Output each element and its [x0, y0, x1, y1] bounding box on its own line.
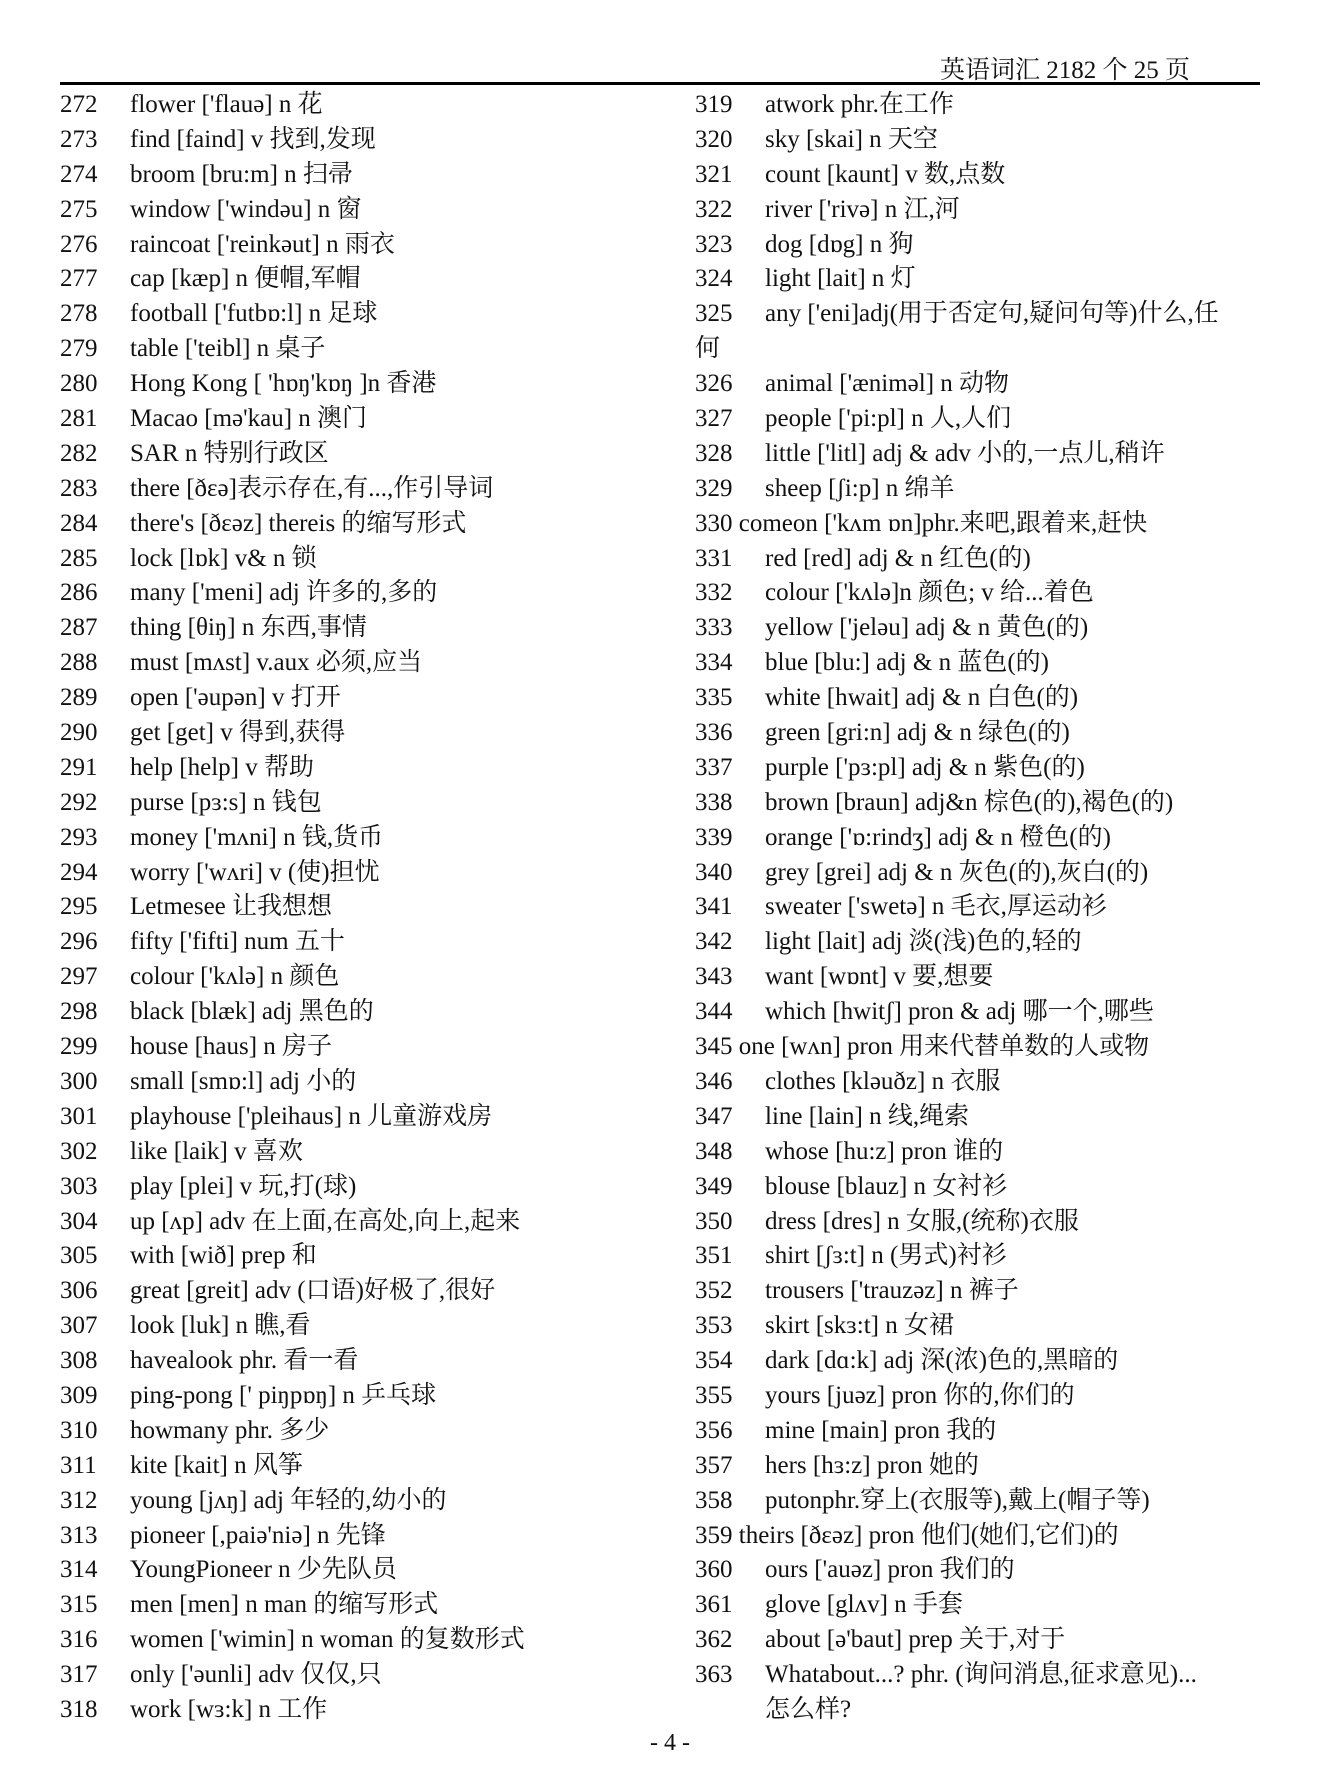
vocab-entry	[60, 1100, 660, 1135]
vocab-entry-text: colour ['kʌlə] n 颜色	[130, 963, 340, 991]
vocab-entry-text: grey [grei] adj & n 灰色(的),灰白(的)	[765, 858, 1149, 886]
vocab-entry-text: mine [main] pron 我的	[765, 1416, 997, 1444]
vocab-entry-text: YoungPioneer n 少先队员	[130, 1556, 397, 1584]
vocab-number: 285	[60, 544, 98, 572]
vocab-number: 328	[695, 439, 733, 467]
vocab-entry-text: purse [pɜ:s] n 钱包	[130, 788, 322, 816]
vocab-entry-continuation	[695, 1693, 1275, 1728]
vocab-entry	[695, 507, 1275, 542]
vocab-number: 283	[60, 474, 98, 502]
vocab-number: 356	[695, 1416, 733, 1444]
vocab-entry-text: light [lait] n 灯	[765, 265, 916, 293]
vocab-entry-text: want [wɒnt] v 要,想要	[765, 963, 994, 991]
vocab-number: 309	[60, 1381, 98, 1409]
vocab-entry-text: white [hwait] adj & n 白色(的)	[765, 684, 1079, 712]
vocab-number: 322	[695, 195, 733, 223]
vocab-entry-text: whose [hu:z] pron 谁的	[765, 1137, 1004, 1165]
vocab-entry-text: flower ['flauə] n 花	[130, 91, 323, 118]
vocab-number: 274	[60, 160, 98, 188]
vocab-number: 327	[695, 405, 733, 433]
vocab-entry	[695, 88, 1275, 123]
vocab-entry-text: look [luk] n 瞧,看	[130, 1312, 311, 1340]
vocab-entry-text: there's [ðεəz] thereis 的缩写形式	[130, 509, 467, 537]
vocab-entry-text: sky [skai] n 天空	[765, 125, 938, 153]
vocab-number: 362	[695, 1626, 733, 1654]
vocab-entry	[695, 123, 1275, 158]
vocab-number: 315	[60, 1591, 98, 1619]
vocab-entry	[60, 158, 660, 193]
vocab-number: 341	[695, 893, 733, 921]
vocab-number: 303	[60, 1172, 98, 1200]
vocab-number: 358	[695, 1486, 733, 1514]
vocab-entry-text: cap [kæp] n 便帽,军帽	[130, 265, 361, 293]
vocab-entry	[695, 297, 1275, 332]
vocab-entry-text: line [lain] n 线,绳索	[765, 1102, 970, 1130]
vocab-number: 302	[60, 1137, 98, 1165]
vocab-entry-text: black [blæk] adj 黑色的	[130, 998, 374, 1026]
vocab-entry	[695, 262, 1275, 297]
vocab-entry	[695, 1239, 1275, 1274]
vocab-number: 301	[60, 1102, 98, 1130]
left-column	[60, 88, 660, 1728]
vocab-entry	[60, 1065, 660, 1100]
vocab-number: 326	[695, 370, 733, 398]
vocab-entry-text: football ['futbɒ:l] n 足球	[130, 300, 378, 328]
vocab-number: 278	[60, 300, 98, 328]
vocab-entry-text: count [kaunt] v 数,点数	[765, 160, 1006, 188]
vocab-entry	[60, 786, 660, 821]
vocab-entry	[60, 890, 660, 925]
vocab-entry	[60, 1205, 660, 1240]
vocab-entry-text: atwork phr.在工作	[765, 91, 954, 118]
vocab-number: 325	[695, 300, 733, 328]
vocab-number: 357	[695, 1451, 733, 1479]
page-header: 英语词汇 2182 个 25 页	[939, 57, 1190, 84]
vocab-entry-continuation: 何	[695, 335, 721, 363]
vocab-entry-text: Hong Kong [ 'hɒŋ'kɒŋ ]n 香港	[130, 370, 437, 398]
vocab-entry	[60, 1135, 660, 1170]
vocab-entry	[695, 1379, 1275, 1414]
vocab-number: 324	[695, 265, 733, 293]
vocab-entry-text: open ['əupən] v 打开	[130, 684, 341, 712]
vocab-entry-text: there [ðεə]表示存在,有...,作引导词	[130, 474, 494, 502]
vocab-entry	[695, 402, 1275, 437]
vocab-number: 295	[60, 893, 98, 921]
vocab-entry-text: yellow ['jeləu] adj & n 黄色(的)	[765, 614, 1089, 642]
vocab-entry-text: glove [glʌv] n 手套	[765, 1591, 963, 1619]
vocab-entry-text: about [ə'baut] prep 关于,对于	[765, 1626, 1066, 1654]
vocab-number: 331	[695, 544, 733, 572]
vocab-entry-text: find [faind] v 找到,发现	[130, 125, 376, 153]
vocab-number: 314	[60, 1556, 98, 1584]
vocab-entry	[60, 1519, 660, 1554]
vocab-entry-text: light [lait] adj 淡(浅)色的,轻的	[765, 928, 1082, 956]
vocab-number: 305	[60, 1242, 98, 1270]
vocab-entry-text: ping-pong [' piŋpɒŋ] n 乒乓球	[130, 1381, 437, 1409]
vocab-entry-text: animal ['æniməl] n 动物	[765, 370, 1010, 398]
vocab-entry	[60, 332, 660, 367]
vocab-number: 343	[695, 963, 733, 991]
vocab-entry-text: Whatabout...? phr. (询问消息,征求意见)...	[765, 1661, 1197, 1689]
vocab-number: 338	[695, 788, 733, 816]
vocab-entry	[695, 925, 1275, 960]
vocab-entry	[695, 856, 1275, 891]
vocab-number: 306	[60, 1277, 98, 1305]
vocab-entry	[60, 716, 660, 751]
vocab-number: 316	[60, 1626, 98, 1654]
vocab-entry	[695, 542, 1275, 577]
vocab-entry-text: playhouse ['pleihaus] n 儿童游戏房	[130, 1102, 493, 1130]
vocab-number: 349	[695, 1172, 733, 1200]
vocab-entry-text: sweater ['swetə] n 毛衣,厚运动衫	[765, 893, 1107, 921]
vocab-entry-text: small [smɒ:l] adj 小的	[130, 1067, 357, 1095]
vocab-entry	[695, 786, 1275, 821]
vocab-entry	[60, 472, 660, 507]
vocab-number: 313	[60, 1521, 98, 1549]
vocab-number: 286	[60, 579, 98, 607]
vocab-entry-text: orange ['ɒ:rindʒ] adj & n 橙色(的)	[765, 823, 1111, 851]
vocab-entry-text: work [wɜ:k] n 工作	[130, 1695, 328, 1723]
vocab-entry-text: kite [kait] n 风筝	[130, 1451, 303, 1479]
vocab-entry	[695, 1100, 1275, 1135]
vocab-number: 290	[60, 719, 98, 747]
vocab-entry	[695, 367, 1275, 402]
vocab-number: 308	[60, 1347, 98, 1375]
vocab-number: 287	[60, 614, 98, 642]
vocab-number: 276	[60, 230, 98, 258]
vocab-entry-text: any ['eni]adj(用于否定句,疑问句等)什么,任	[765, 300, 1219, 328]
vocab-entry-text: women ['wimin] n woman 的复数形式	[130, 1626, 525, 1654]
vocab-entry-text: lock [lɒk] v& n 锁	[130, 544, 317, 572]
vocab-entry-text: which [hwitʃ] pron & adj 哪一个,哪些	[765, 998, 1154, 1026]
vocab-number: 292	[60, 788, 98, 816]
vocab-entry-text: putonphr.穿上(衣服等),戴上(帽子等)	[765, 1486, 1150, 1514]
vocab-number: 334	[695, 649, 733, 677]
vocab-number: 361	[695, 1591, 733, 1619]
vocab-number: 360	[695, 1556, 733, 1584]
vocab-entry-text: dog [dɒg] n 狗	[765, 230, 914, 258]
vocab-entry-text: young [jʌŋ] adj 年轻的,幼小的	[130, 1486, 447, 1514]
vocab-number: 354	[695, 1347, 733, 1375]
vocab-entry-text: green [gri:n] adj & n 绿色(的)	[765, 719, 1070, 747]
vocab-number: 288	[60, 649, 98, 677]
vocab-entry-text: broom [bru:m] n 扫帚	[130, 160, 353, 188]
vocab-number: 353	[695, 1312, 733, 1340]
vocab-number: 332	[695, 579, 733, 607]
vocab-entry	[60, 262, 660, 297]
vocab-entry-text: trousers ['trauzəz] n 裤子	[765, 1277, 1019, 1305]
vocab-entry-text: shirt [ʃɜ:t] n (男式)衬衫	[765, 1242, 1007, 1270]
vocab-entry	[695, 576, 1275, 611]
vocab-entry	[60, 1274, 660, 1309]
vocab-entry	[695, 1065, 1275, 1100]
vocab-entry	[60, 1379, 660, 1414]
vocab-entry-text: 359 theirs [ðεəz] pron 他们(她们,它们)的	[695, 1521, 1119, 1549]
vocab-number: 339	[695, 823, 733, 851]
vocab-entry	[60, 297, 660, 332]
vocab-entry-text: only ['əunli] adv 仅仅,只	[130, 1661, 382, 1689]
vocab-entry-text: help [help] v 帮助	[130, 753, 314, 781]
vocab-number: 304	[60, 1207, 98, 1235]
vocab-number: 318	[60, 1695, 98, 1723]
vocab-entry	[60, 1309, 660, 1344]
vocab-entry	[695, 995, 1275, 1030]
vocab-entry	[695, 228, 1275, 263]
header-rule	[60, 82, 1260, 85]
vocab-entry	[695, 1553, 1275, 1588]
vocab-entry	[695, 716, 1275, 751]
vocab-entry-text: little ['litl] adj & adv 小的,一点儿,稍许	[765, 439, 1165, 467]
vocab-entry	[60, 437, 660, 472]
vocab-entry-text: fifty ['fifti] num 五十	[130, 928, 345, 956]
vocab-number: 293	[60, 823, 98, 851]
vocab-entry-text: pioneer [,paiə'niə] n 先锋	[130, 1521, 386, 1549]
vocab-entry-text: purple ['pɜ:pl] adj & n 紫色(的)	[765, 753, 1085, 781]
vocab-entry	[60, 1588, 660, 1623]
vocab-entry	[60, 88, 660, 123]
vocab-number: 275	[60, 195, 98, 223]
vocab-entry	[695, 437, 1275, 472]
vocab-entry-text: 330 comeon ['kʌm ɒn]phr.来吧,跟着来,赶快	[695, 509, 1148, 537]
vocab-entry-text: men [men] n man 的缩写形式	[130, 1591, 439, 1619]
vocab-entry-text: Letmesee 让我想想	[130, 893, 333, 921]
vocab-entry-text: with [wið] prep 和	[130, 1242, 317, 1270]
vocab-number: 297	[60, 963, 98, 991]
vocab-entry-text: get [get] v 得到,获得	[130, 719, 346, 747]
vocab-number: 311	[60, 1451, 97, 1479]
vocab-entry	[695, 1623, 1275, 1658]
vocab-entry	[695, 158, 1275, 193]
vocab-entry-text: thing [θiŋ] n 东西,事情	[130, 614, 367, 642]
vocab-number: 282	[60, 439, 98, 467]
vocab-entry-text: dark [dɑ:k] adj 深(浓)色的,黑暗的	[765, 1347, 1119, 1375]
vocab-number: 319	[695, 91, 733, 118]
vocab-entry-text: skirt [skɜ:t] n 女裙	[765, 1312, 954, 1340]
vocab-number: 273	[60, 125, 98, 153]
vocab-entry-text: ours ['auəz] pron 我们的	[765, 1556, 1015, 1584]
vocab-entry	[60, 228, 660, 263]
vocab-entry-text: yours [juəz] pron 你的,你们的	[765, 1381, 1075, 1409]
vocab-entry	[695, 1484, 1275, 1519]
vocab-entry	[60, 193, 660, 228]
vocab-entry-text: 345 one [wʌn] pron 用来代替单数的人或物	[695, 1033, 1150, 1061]
vocab-number: 277	[60, 265, 98, 293]
vocab-number: 291	[60, 753, 98, 781]
vocab-entry-text: blouse [blauz] n 女衬衫	[765, 1172, 1008, 1200]
vocab-entry	[695, 1274, 1275, 1309]
vocab-entry	[695, 611, 1275, 646]
vocab-number: 329	[695, 474, 733, 502]
vocab-entry	[60, 402, 660, 437]
vocab-entry-text: like [laik] v 喜欢	[130, 1137, 303, 1165]
vocab-entry	[695, 1519, 1275, 1554]
vocab-entry-text: dress [dres] n 女服,(统称)衣服	[765, 1207, 1079, 1235]
vocab-entry	[60, 1693, 660, 1728]
vocab-entry-text: raincoat ['reinkəut] n 雨衣	[130, 230, 395, 258]
vocab-entry	[695, 1030, 1275, 1065]
vocab-entry	[695, 1170, 1275, 1205]
vocab-entry-text: howmany phr. 多少	[130, 1416, 330, 1444]
vocab-number: 298	[60, 998, 98, 1026]
vocab-number: 300	[60, 1067, 98, 1095]
vocab-entry-text: must [mʌst] v.aux 必须,应当	[130, 649, 423, 677]
vocab-entry	[60, 1239, 660, 1274]
vocab-entry-text: great [greit] adv (口语)好极了,很好	[130, 1277, 496, 1305]
vocab-entry-text: worry ['wʌri] v (使)担忧	[130, 858, 380, 886]
vocab-number: 284	[60, 509, 98, 537]
vocab-entry	[60, 646, 660, 681]
vocab-number: 317	[60, 1661, 98, 1689]
vocab-number: 355	[695, 1381, 733, 1409]
vocab-entry	[695, 1135, 1275, 1170]
vocab-entry	[60, 681, 660, 716]
vocab-entry	[60, 856, 660, 891]
vocab-entry	[695, 193, 1275, 228]
vocab-number: 299	[60, 1033, 98, 1061]
vocab-entry	[60, 1623, 660, 1658]
vocab-entry	[60, 1030, 660, 1065]
vocab-entry-text: Macao [mə'kau] n 澳门	[130, 405, 368, 433]
vocab-entry	[60, 1484, 660, 1519]
page-number: - 4 -	[650, 1730, 690, 1756]
vocab-entry-text: hers [hɜ:z] pron 她的	[765, 1451, 979, 1479]
vocab-entry	[695, 1449, 1275, 1484]
vocab-entry	[60, 507, 660, 542]
vocab-number: 350	[695, 1207, 733, 1235]
vocab-entry	[60, 367, 660, 402]
vocab-entry-text: money ['mʌni] n 钱,货币	[130, 823, 384, 851]
vocab-number: 336	[695, 719, 733, 747]
vocab-entry	[695, 821, 1275, 856]
vocab-entry-text: sheep [ʃi:p] n 绵羊	[765, 474, 955, 502]
vocab-number: 272	[60, 91, 98, 118]
vocab-entry	[60, 542, 660, 577]
vocab-entry	[695, 1658, 1275, 1693]
vocab-entry	[60, 123, 660, 158]
vocab-number: 351	[695, 1242, 733, 1270]
vocab-entry	[60, 821, 660, 856]
vocab-number: 312	[60, 1486, 98, 1514]
vocab-number: 296	[60, 928, 98, 956]
vocab-entry	[695, 681, 1275, 716]
vocab-entry-text: red [red] adj & n 红色(的)	[765, 544, 1031, 572]
vocab-number: 320	[695, 125, 733, 153]
vocab-entry	[60, 1414, 660, 1449]
vocab-entry-text: many ['meni] adj 许多的,多的	[130, 579, 438, 607]
vocab-number: 323	[695, 230, 733, 258]
vocab-number: 363	[695, 1661, 733, 1689]
vocab-entry	[60, 995, 660, 1030]
vocab-entry	[60, 576, 660, 611]
vocab-number: 310	[60, 1416, 98, 1444]
vocab-entry	[60, 751, 660, 786]
vocab-entry	[60, 611, 660, 646]
vocab-entry-text: up [ʌp] adv 在上面,在高处,向上,起来	[130, 1207, 521, 1235]
vocab-entry-text: people ['pi:pl] n 人,人们	[765, 405, 1012, 433]
vocab-entry	[695, 960, 1275, 995]
vocab-entry	[60, 960, 660, 995]
vocab-entry	[60, 1449, 660, 1484]
vocab-entry	[695, 1309, 1275, 1344]
vocab-number: 279	[60, 335, 98, 363]
vocab-entry	[60, 1553, 660, 1588]
right-column	[695, 88, 1275, 1728]
vocab-entry-text: clothes [kləuðz] n 衣服	[765, 1067, 1001, 1095]
vocab-entry	[695, 1414, 1275, 1449]
vocab-entry-text: play [plei] v 玩,打(球)	[130, 1172, 357, 1200]
vocab-entry	[695, 472, 1275, 507]
vocab-entry-text: brown [braun] adj&n 棕色(的),褐色(的)	[765, 788, 1174, 816]
vocab-entry-text: 怎么样?	[765, 1695, 852, 1723]
vocab-number: 321	[695, 160, 733, 188]
vocab-entry	[695, 646, 1275, 681]
vocab-number: 340	[695, 858, 733, 886]
vocab-number: 344	[695, 998, 733, 1026]
vocab-entry	[695, 751, 1275, 786]
vocab-number: 352	[695, 1277, 733, 1305]
vocab-number: 280	[60, 370, 98, 398]
vocab-number: 346	[695, 1067, 733, 1095]
vocab-number: 333	[695, 614, 733, 642]
vocab-entry	[695, 890, 1275, 925]
vocab-number: 348	[695, 1137, 733, 1165]
vocab-entry-text: river ['rivə] n 江,河	[765, 195, 960, 223]
vocab-entry-text: havealook phr. 看一看	[130, 1347, 359, 1375]
vocab-number: 281	[60, 405, 98, 433]
vocab-entry-text: table ['teibl] n 桌子	[130, 335, 326, 363]
vocab-entry	[695, 1588, 1275, 1623]
vocab-number: 335	[695, 684, 733, 712]
vocab-number: 289	[60, 684, 98, 712]
vocab-number: 337	[695, 753, 733, 781]
vocab-entry	[60, 925, 660, 960]
vocab-number: 347	[695, 1102, 733, 1130]
vocab-entry-text: window ['windəu] n 窗	[130, 195, 362, 223]
vocab-entry	[695, 1344, 1275, 1379]
vocab-entry	[60, 1170, 660, 1205]
vocab-entry	[60, 1658, 660, 1693]
vocab-entry	[60, 1344, 660, 1379]
vocab-number: 307	[60, 1312, 98, 1340]
vocab-entry	[695, 1205, 1275, 1240]
vocab-entry-text: SAR n 特别行政区	[130, 439, 329, 467]
vocab-number: 294	[60, 858, 98, 886]
vocab-entry-text: colour ['kʌlə]n 颜色; v 给...着色	[765, 579, 1094, 607]
vocab-number: 342	[695, 928, 733, 956]
vocab-entry-text: house [haus] n 房子	[130, 1033, 333, 1061]
vocab-entry-text: blue [blu:] adj & n 蓝色(的)	[765, 649, 1049, 677]
